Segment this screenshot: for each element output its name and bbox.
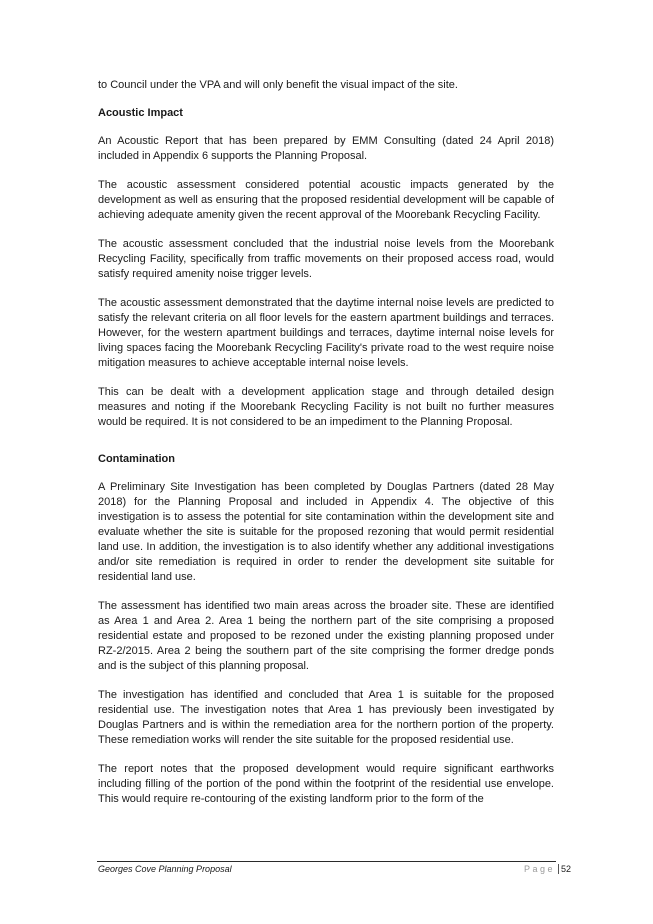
acoustic-paragraph: An Acoustic Report that has been prepared by EMM Consulting (dated 24 April 2018) included in Appendix 6 supports the Planning Proposal. (98, 135, 554, 162)
continuation-paragraph: to Council under the VPA and will only benefit the visual impact of the site. (98, 79, 458, 91)
acoustic-paragraph: The acoustic assessment demonstrated that the daytime internal noise levels are predicted to satisfy the relevant criteria on all floor levels for the eastern apartment buildings and terraces. However, for the western apartment buildings and terraces, daytime internal noise levels for living spaces facing the Moorebank Recycling Facility's private road to the west require noise mitigation measures to achieve acceptable internal noise levels. (98, 297, 554, 369)
footer-page-indicator (524, 864, 571, 874)
contamination-paragraph: The assessment has identified two main areas across the broader site. These are identified as Area 1 and Area 2. Area 1 being the northern part of the site comprising a proposed residential estate and proposed to be rezoned under the existing planning proposed under RZ-2/2015. Area 2 being the southern part of the site comprising the former dredge ponds and is the subject of this planning proposal. (98, 600, 554, 672)
acoustic-paragraph: This can be dealt with a development application stage and through detailed design measures and noting if the Moorebank Recycling Facility is not built no further measures would be required. It is not considered to be an impediment to the Planning Proposal. (98, 386, 554, 428)
acoustic-heading: Acoustic Impact (98, 107, 183, 119)
contamination-paragraph: A Preliminary Site Investigation has been completed by Douglas Partners (dated 28 May 2018) for the Planning Proposal and included in Appendix 4. The objective of this investigation is to assess the potential for site contamination within the development site and evaluate whether the site is suitable for the proposed rezoning that would permit residential land use. In addition, the investigation is to also identify whether any additional investigations and/or site remediation is required in order to render the development site suitable for residential land use. (98, 481, 554, 583)
page-label: Page (523, 864, 555, 874)
acoustic-paragraph: The acoustic assessment concluded that the industrial noise levels from the Moorebank Recycling Facility, specifically from traffic movements on their proposed access road, would satisfy required amenity noise trigger levels. (98, 238, 554, 280)
footer-document-title: Georges Cove Planning Proposal (98, 864, 232, 874)
page-number: 52 (558, 864, 571, 874)
contamination-paragraph: The report notes that the proposed development would require significant earthworks including filling of the portion of the pond within the footprint of the residential use envelope. This would require re-contouring of the existing landform prior to the form of the (98, 763, 554, 805)
footer-divider (97, 861, 556, 862)
acoustic-paragraph: The acoustic assessment considered potential acoustic impacts generated by the development as well as ensuring that the proposed residential development will be capable of achieving adequate amenity given the recent approval of the Moorebank Recycling Facility. (98, 179, 554, 221)
contamination-heading: Contamination (98, 453, 175, 465)
contamination-paragraph: The investigation has identified and concluded that Area 1 is suitable for the proposed residential use. The investigation notes that Area 1 has previously been investigated by Douglas Partners and is within the remediation area for the northern portion of the property. These remediation works will render the site suitable for the proposed residential use. (98, 689, 554, 746)
page-body (98, 78, 554, 821)
